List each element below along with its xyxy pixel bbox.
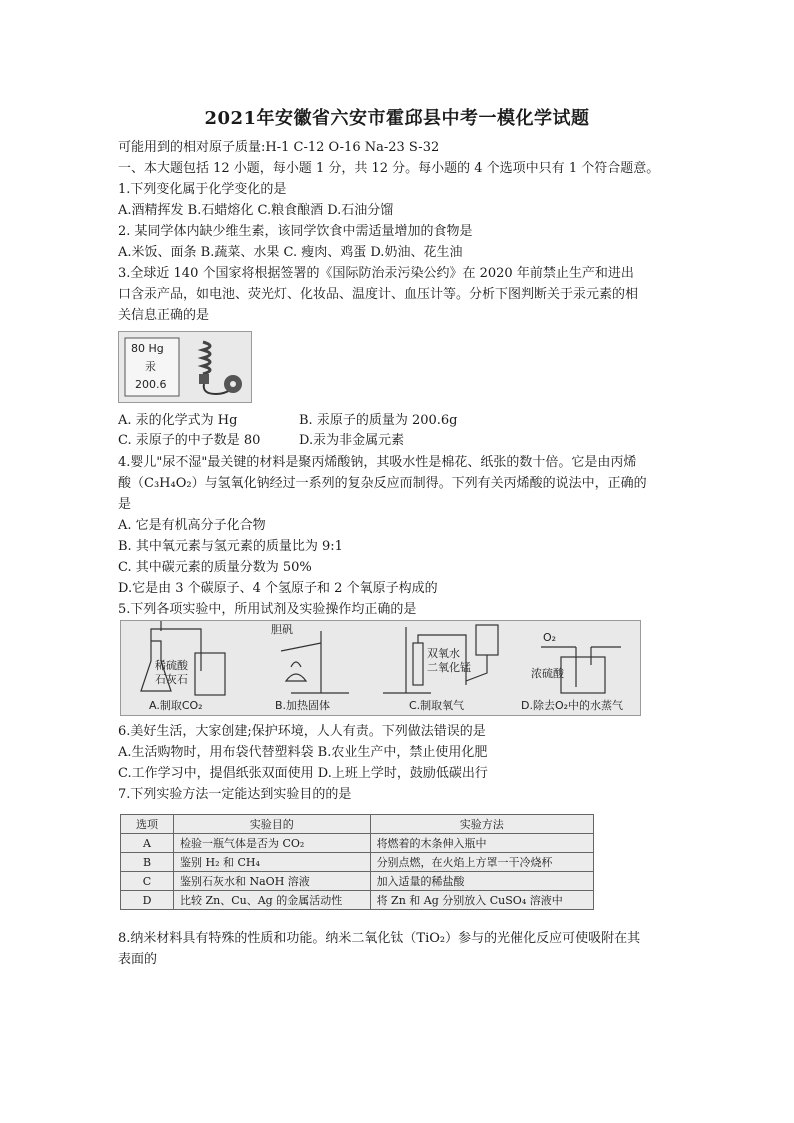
q5-stem: 5.下列各项实验中，所用试剂及实验操作均正确的是 bbox=[118, 602, 417, 617]
caption-b: B.加热固体 bbox=[275, 699, 331, 712]
q3-stem-line3: 关信息正确的是 bbox=[118, 308, 210, 323]
q8-stem-line1: 8.纳米材料具有特殊的性质和功能。纳米二氧化钛（TiO₂）参与的光催化反应可使吸附在其 bbox=[118, 931, 641, 946]
table-row bbox=[121, 853, 594, 872]
section-intro: 一、本大题包括 12 小题，每小题 1 分，共 12 分。每小题的 4 个选项中只有 1 个符合题意。 bbox=[118, 161, 660, 176]
table-row bbox=[121, 872, 594, 891]
q3-stem-line1: 3.全球近 140 个国家将根据签署的《国际防治汞污染公约》在 2020 年前禁止生产和进出 bbox=[118, 266, 634, 281]
row-method: 将 Zn 和 Ag 分别放入 CuSO₄ 溶液中 bbox=[370, 891, 593, 910]
q7-table bbox=[120, 814, 594, 910]
q4-stem-line3: 是 bbox=[118, 497, 132, 512]
q4-option-b: B. 其中氧元素与氢元素的质量比为 9:1 bbox=[118, 539, 343, 554]
fluorescent-lamp-icon bbox=[199, 342, 242, 394]
row-option: B bbox=[121, 853, 174, 872]
table-row bbox=[121, 834, 594, 853]
q3-option-b: B. 汞原子的质量为 200.6g bbox=[299, 413, 458, 428]
page-title: 2021年安徽省六安市霍邱县中考一模化学试题 bbox=[204, 108, 590, 129]
table-row bbox=[121, 891, 594, 910]
q2-options: A.米饭、面条 B.蔬菜、水果 C. 瘦肉、鸡蛋 D.奶油、花生油 bbox=[118, 245, 463, 260]
element-name: 汞 bbox=[145, 360, 156, 373]
header-method: 实验方法 bbox=[370, 815, 593, 834]
row-method: 分别点燃，在火焰上方罩一干冷烧杯 bbox=[370, 853, 593, 872]
caption-d: D.除去O₂中的水蒸气 bbox=[521, 699, 624, 712]
element-number-symbol: 80 Hg bbox=[131, 342, 164, 355]
row-purpose: 鉴别石灰水和 NaOH 溶液 bbox=[174, 872, 371, 891]
row-method: 将燃着的木条伸入瓶中 bbox=[370, 834, 593, 853]
header-option: 选项 bbox=[121, 815, 174, 834]
row-purpose: 鉴别 H₂ 和 CH₄ bbox=[174, 853, 371, 872]
label-a-reagent2: 石灰石 bbox=[155, 673, 188, 686]
row-method: 加入适量的稀盐酸 bbox=[370, 872, 593, 891]
label-b-reagent: 胆矾 bbox=[271, 623, 293, 636]
q3-stem-line2: 口含汞产品，如电池、荧光灯、化妆品、温度计、血压计等。分析下图判断关于汞元素的相 bbox=[118, 287, 639, 302]
q6-stem: 6.美好生活，大家创建;保护环境，人人有责。下列做法错误的是 bbox=[118, 724, 486, 739]
q4-option-d: D.它是由 3 个碳原子、4 个氢原子和 2 个氧原子构成的 bbox=[118, 581, 438, 596]
q6-options-line2: C.工作学习中，提倡纸张双面使用 D.上班上学时，鼓励低碳出行 bbox=[118, 766, 488, 781]
table-header-row bbox=[121, 815, 594, 834]
q7-stem: 7.下列实验方法一定能达到实验目的的是 bbox=[118, 787, 352, 802]
row-purpose: 检验一瓶气体是否为 CO₂ bbox=[174, 834, 371, 853]
q3-option-a: A. 汞的化学式为 Hg bbox=[118, 413, 238, 428]
q4-option-c: C. 其中碳元素的质量分数为 50% bbox=[118, 560, 312, 575]
q1-stem: 1.下列变化属于化学变化的是 bbox=[118, 182, 287, 197]
header-purpose: 实验目的 bbox=[174, 815, 371, 834]
q6-options-line1: A.生活购物时，用布袋代替塑料袋 B.农业生产中，禁止使用化肥 bbox=[118, 745, 488, 760]
element-mass: 200.6 bbox=[135, 378, 167, 391]
q4-stem-line1: 4.婴儿"尿不湿"最关键的材料是聚丙烯酸钠，其吸水性是棉花、纸张的数十倍。它是由丙烯 bbox=[118, 455, 637, 470]
caption-a: A.制取CO₂ bbox=[149, 699, 203, 712]
row-purpose: 比较 Zn、Cu、Ag 的金属活动性 bbox=[174, 891, 371, 910]
atomic-masses: 可能用到的相对原子质量:H-1 C-12 O-16 Na-23 S-32 bbox=[118, 140, 440, 155]
label-c-reagent2: 二氧化锰 bbox=[427, 661, 471, 674]
row-option: D bbox=[121, 891, 174, 910]
label-a-reagent1: 稀硫酸 bbox=[155, 659, 188, 672]
q1-options: A.酒精挥发 B.石蜡熔化 C.粮食酿酒 D.石油分馏 bbox=[118, 203, 394, 218]
caption-c: C.制取氧气 bbox=[409, 699, 465, 712]
q2-stem: 2. 某同学体内缺少维生素，该同学饮食中需适量增加的食物是 bbox=[118, 224, 473, 239]
q3-option-c: C. 汞原子的中子数是 80 bbox=[118, 433, 261, 448]
q4-option-a: A. 它是有机高分子化合物 bbox=[118, 518, 266, 533]
q5-figure bbox=[120, 620, 641, 716]
label-c-reagent1: 双氧水 bbox=[427, 647, 460, 660]
row-option: A bbox=[121, 834, 174, 853]
row-option: C bbox=[121, 872, 174, 891]
q3-option-d: D.汞为非金属元素 bbox=[299, 433, 405, 448]
apparatus-b bbox=[281, 631, 349, 693]
label-d-reagent: 浓硫酸 bbox=[531, 667, 564, 680]
q3-figure bbox=[118, 331, 252, 403]
q4-stem-line2: 酸（C₃H₄O₂）与氢氧化钠经过一系列的复杂反应而制得。下列有关丙烯酸的说法中，正确的 bbox=[118, 476, 647, 491]
q8-stem-line2: 表面的 bbox=[118, 952, 158, 967]
label-d-gas: O₂ bbox=[543, 631, 557, 644]
